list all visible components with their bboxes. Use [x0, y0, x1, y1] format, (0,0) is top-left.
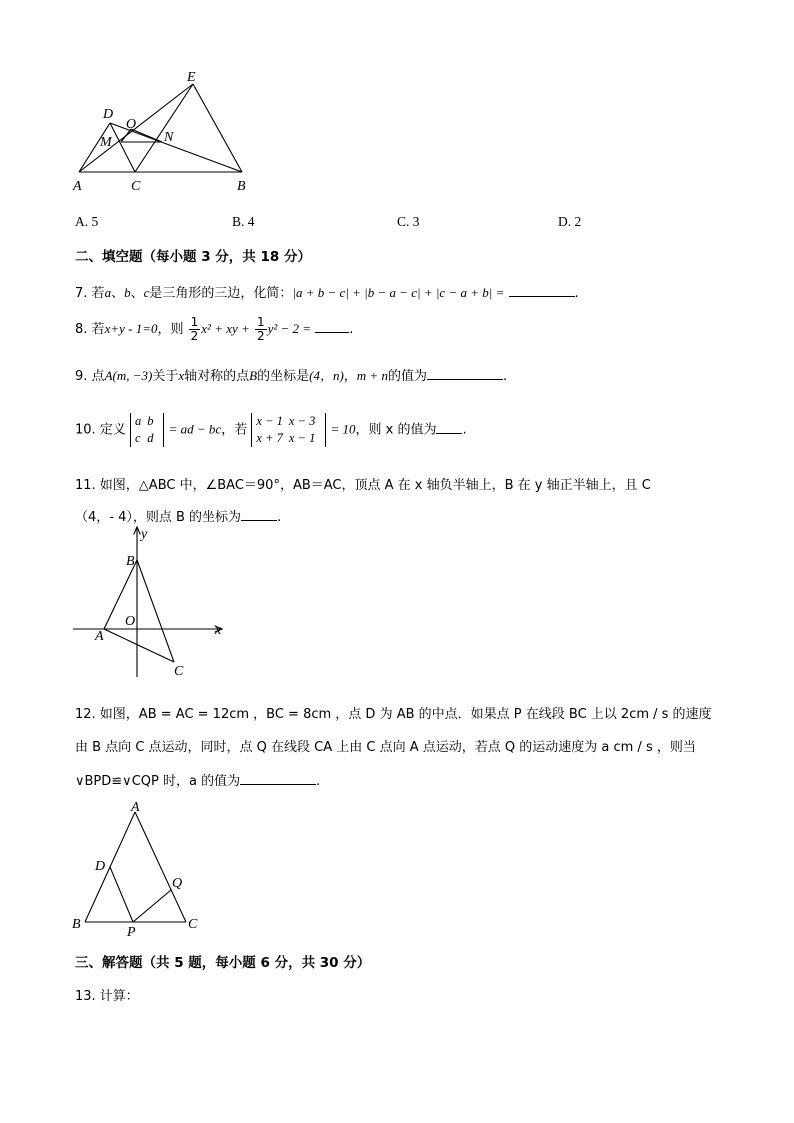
fig1-label-D: D — [103, 107, 114, 122]
q7-expression: |a + b − c| + |b − a − c| + |c − a + b| = — [292, 285, 505, 300]
q7-end: . — [574, 286, 579, 301]
fig3-label-A: A — [131, 800, 140, 815]
fig1-label-E: E — [187, 70, 196, 85]
q10-determinant-given — [251, 413, 326, 447]
fig2-label-O: O — [125, 614, 136, 629]
option-c: C. 3 — [397, 214, 420, 229]
option-b: B. 4 — [232, 214, 255, 229]
q9-end: . — [502, 369, 508, 384]
q10-eq: = ad − bc — [168, 421, 222, 437]
q9-b: B — [249, 368, 258, 383]
q7-var-b: b — [124, 285, 131, 300]
fig3-label-P: P — [127, 925, 136, 938]
q8-number: 8. — [75, 322, 88, 337]
q10-d2-b: x − 3 — [288, 414, 316, 428]
q8-term-1: x² + xy + — [201, 321, 250, 336]
question-9 — [75, 365, 507, 384]
q12-line3-text: ∨BPD≌∨CQP 时，a 的值为 — [75, 774, 241, 789]
q10-answer-blank[interactable] — [436, 421, 462, 434]
q8-answer-blank[interactable] — [315, 320, 349, 333]
q10-eq2: = 10 — [330, 421, 356, 437]
figure-coordinate-triangle — [65, 522, 235, 682]
q7-post: 是三角形的三边，化简： — [149, 286, 293, 301]
fig3-label-B: B — [72, 917, 81, 932]
figure-triangle-deomn — [60, 66, 260, 196]
q9-coord: (4，n) — [309, 368, 344, 383]
q9-mid3: 的坐标是 — [257, 369, 310, 384]
option-a: A. 5 — [75, 214, 99, 229]
q12-end: . — [316, 774, 321, 789]
q8-end: . — [349, 322, 354, 337]
q8-condition: x+y - 1=0 — [104, 321, 158, 336]
question-12-line1: 12. 如图，AB = AC = 12cm ，BC = 8cm ，点 D 为 AB 的中点．如果点 P 在线段 BC 上以 2cm / s 的速度 — [75, 707, 712, 722]
section-heading-fill-in: 二、填空题（每小题 3 分，共 18 分） — [75, 249, 311, 265]
q8-frac2-den: 2 — [256, 329, 265, 343]
fig3-label-C: C — [188, 917, 198, 932]
question-8 — [75, 316, 353, 343]
q10-end: . — [462, 422, 467, 438]
q7-number: 7. — [75, 286, 88, 301]
q9-x: x — [178, 368, 185, 383]
question-7 — [75, 282, 579, 301]
q10-d2-d: x − 1 — [288, 431, 316, 445]
q7-sep2: 、 — [130, 286, 144, 301]
fig1-label-B: B — [237, 179, 246, 194]
fig1-label-N: N — [164, 130, 174, 145]
q10-d1-d: d — [147, 431, 154, 445]
q10-mid: ，若 — [221, 422, 248, 438]
fig1-label-M: M — [100, 135, 112, 150]
question-12-line2: 由 B 点向 C 点运动，同时，点 Q 在线段 CA 上由 C 点向 A 点运动，若点 Q 的运动速度为 a cm / s ，则当 — [75, 740, 696, 755]
q9-point-a: A(m, −3) — [104, 368, 153, 383]
q10-d1-b: b — [147, 414, 154, 428]
q8-frac1-den: 2 — [190, 329, 199, 343]
q9-mid2: 轴对称的点 — [184, 369, 250, 384]
q9-mid5: 的值为 — [387, 369, 427, 384]
fig2-label-x: x — [215, 623, 222, 638]
question-10 — [75, 413, 467, 447]
q10-d1-c: c — [134, 431, 141, 445]
q7-sep1: 、 — [111, 286, 125, 301]
question-13: 13. 计算： — [75, 989, 139, 1004]
q7-pre: 若 — [91, 286, 105, 301]
q8-pre: 若 — [91, 322, 105, 337]
q8-mid: ，则 — [157, 322, 184, 337]
q8-frac2-num: 1 — [256, 315, 265, 329]
fig1-label-A: A — [73, 179, 82, 194]
q8-fraction-2 — [255, 316, 267, 343]
q7-var-a: a — [104, 285, 112, 300]
q8-frac1-num: 1 — [190, 315, 199, 329]
q9-answer-blank[interactable] — [427, 367, 503, 380]
q12-answer-blank[interactable] — [240, 772, 316, 785]
q11-answer-blank[interactable] — [241, 508, 277, 521]
q7-answer-blank[interactable] — [509, 284, 575, 297]
fig1-label-C: C — [131, 179, 141, 194]
option-d: D. 2 — [558, 214, 582, 229]
q9-mid4: ， — [343, 369, 357, 384]
question-11-line1: 11. 如图，△ABC 中，∠BAC＝90°，AB＝AC，顶点 A 在 x 轴负半轴上，B 在 y 轴正半轴上，且 C — [75, 478, 651, 493]
q9-pre: 点 — [91, 369, 105, 384]
q10-pre: 定义 — [99, 422, 126, 438]
q7-var-c: c — [143, 285, 150, 300]
q9-mid1: 关于 — [152, 369, 179, 384]
q11-line2-text: （4，- 4），则点 B 的坐标为 — [75, 510, 242, 525]
fig3-label-Q: Q — [172, 876, 183, 891]
q8-fraction-1 — [189, 316, 201, 343]
fig2-label-y: y — [141, 527, 148, 542]
fig1-label-O: O — [126, 117, 137, 132]
q9-sum: m + n — [356, 368, 388, 383]
fig3-label-D: D — [95, 859, 106, 874]
fig2-label-C: C — [174, 664, 184, 679]
figure-isosceles-triangle — [65, 798, 215, 938]
q11-end: . — [277, 510, 282, 525]
q8-term-2: y² − 2 = — [267, 321, 312, 336]
q10-post: ，则 x 的值为 — [355, 422, 437, 438]
q10-number: 10. — [75, 422, 96, 438]
q10-d2-a: x − 1 — [256, 414, 283, 428]
q10-determinant-definition — [130, 413, 165, 447]
q10-d2-c: x + 7 — [256, 431, 283, 445]
q9-number: 9. — [75, 369, 88, 384]
fig2-label-B: B — [126, 554, 135, 569]
section-heading-answers: 三、解答题（共 5 题，每小题 6 分，共 30 分） — [75, 955, 371, 971]
q10-d1-a: a — [134, 414, 142, 428]
fig2-label-A: A — [95, 629, 104, 644]
question-12-line3 — [75, 770, 320, 789]
